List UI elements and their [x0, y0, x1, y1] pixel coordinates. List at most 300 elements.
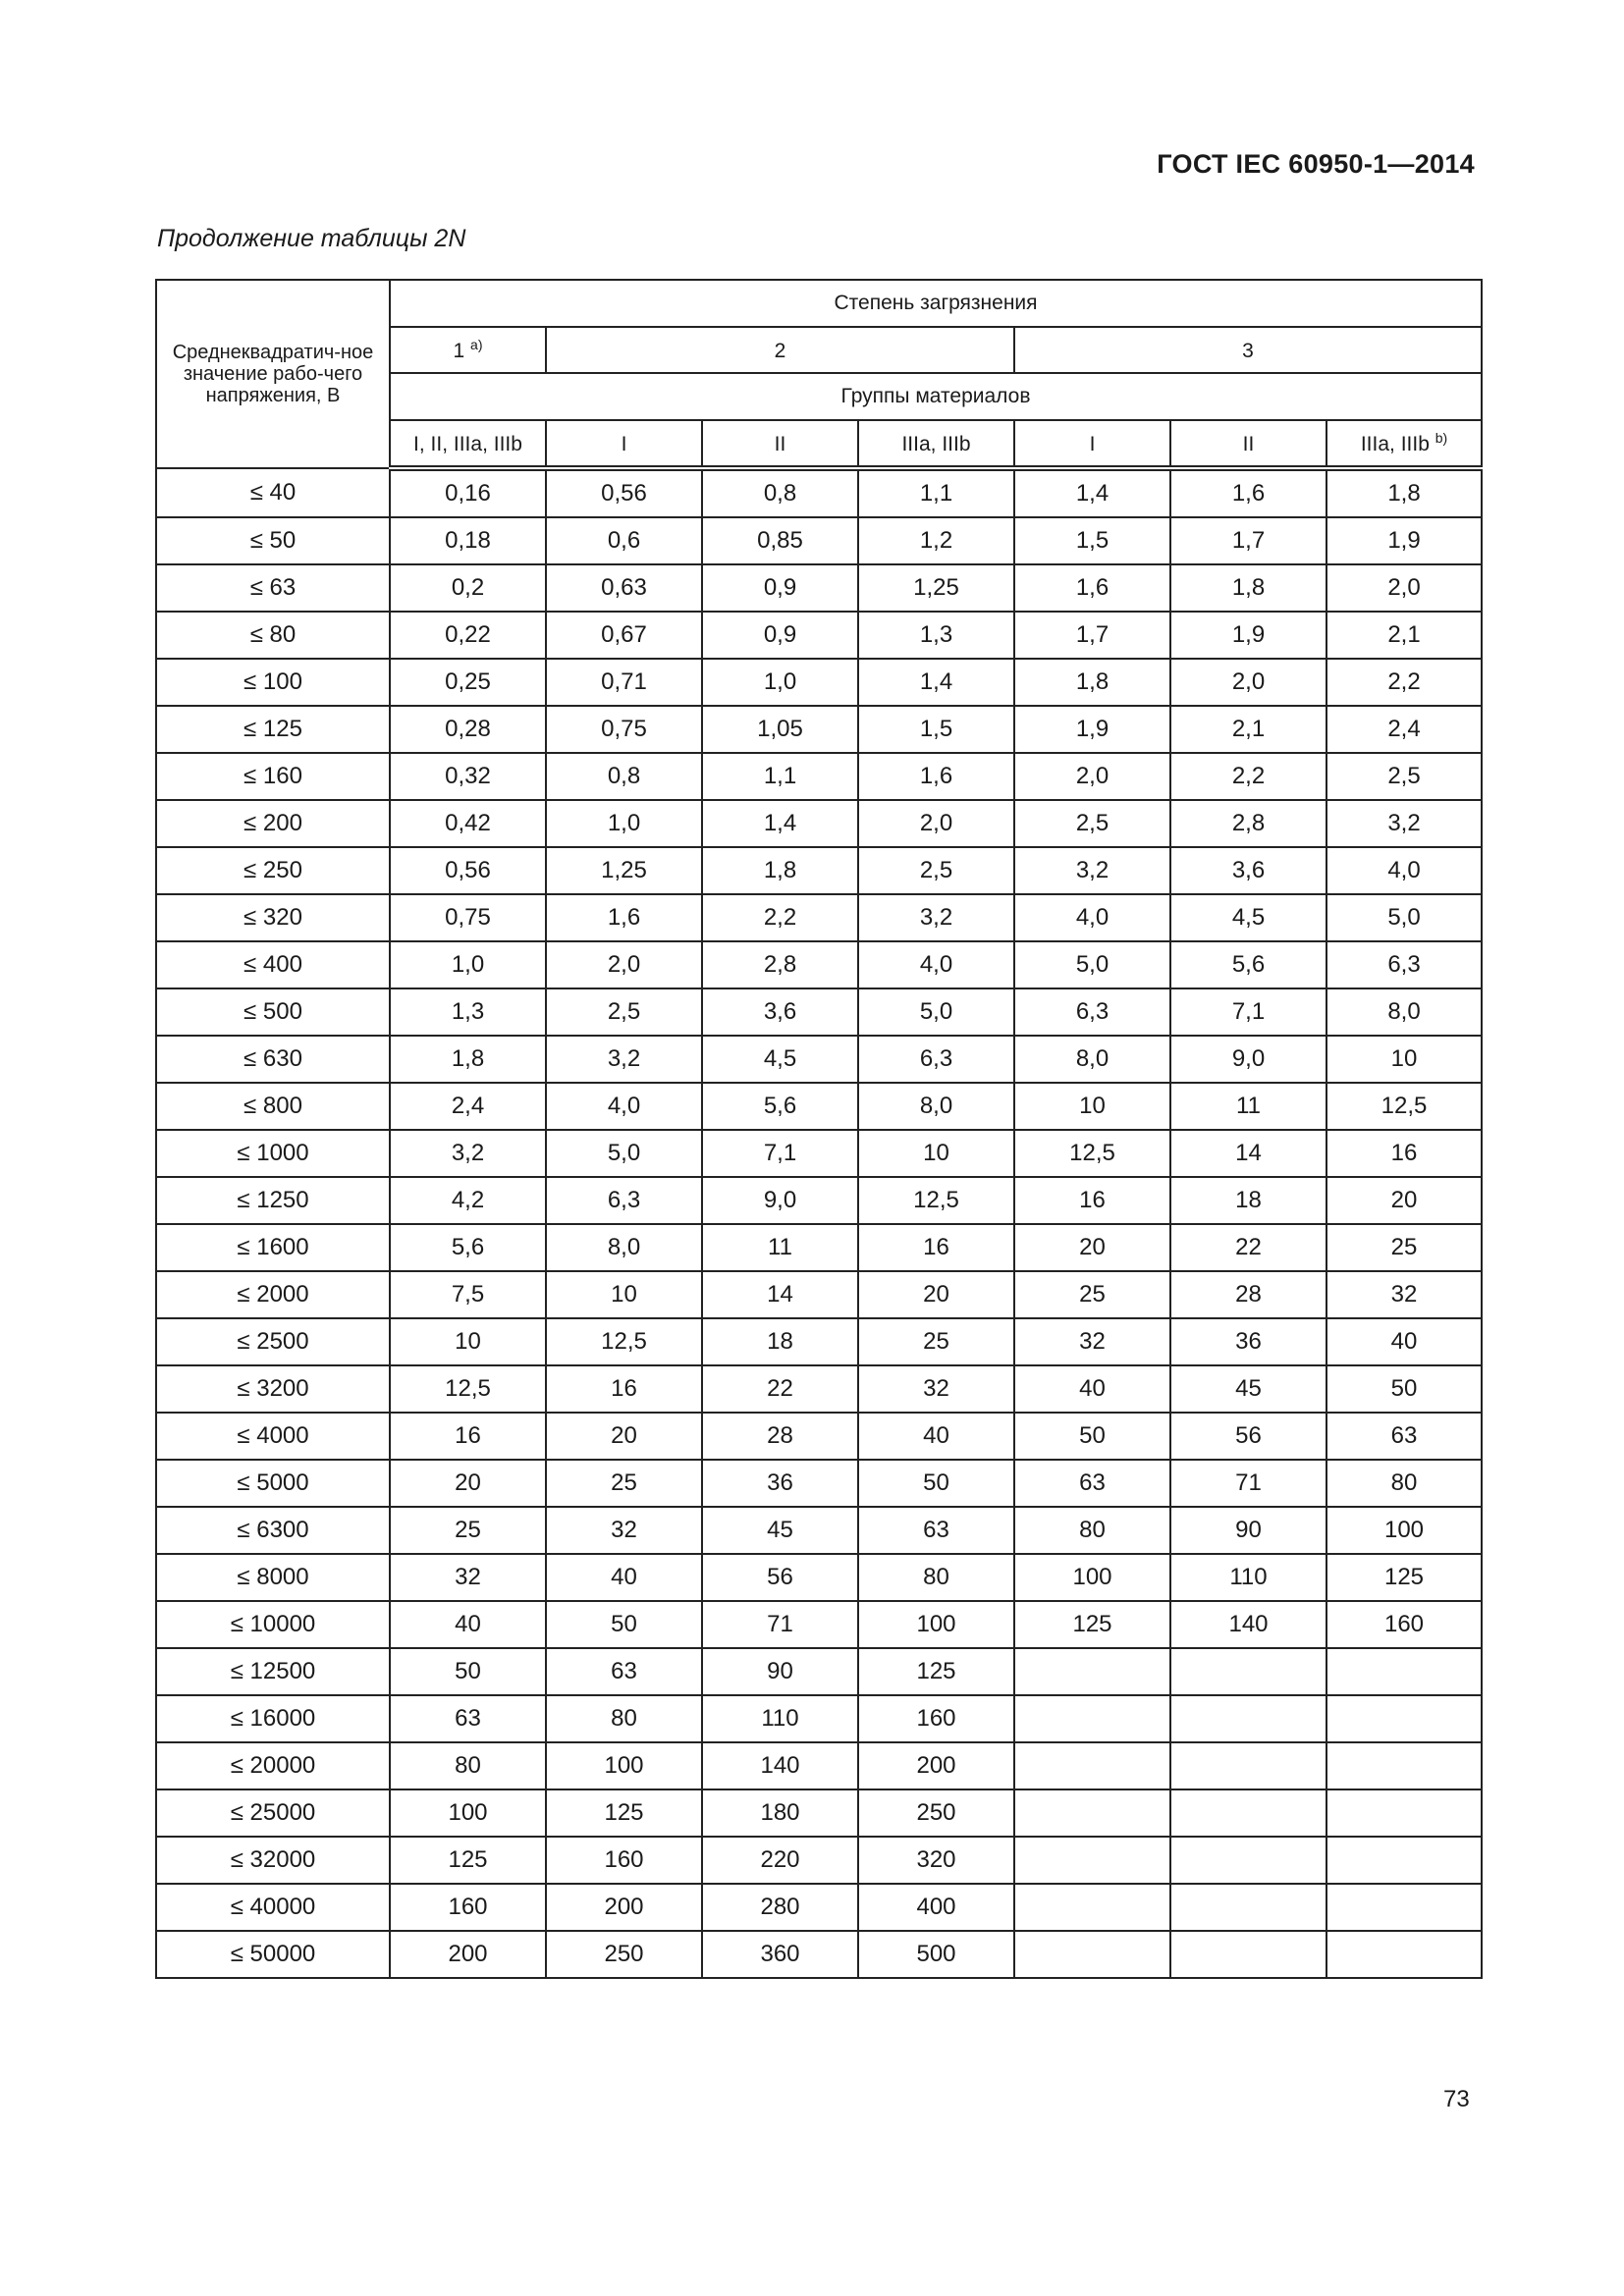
- value-cell: 0,67: [546, 612, 702, 659]
- value-cell: 1,8: [1014, 659, 1170, 706]
- value-cell: 2,1: [1170, 706, 1326, 753]
- value-cell: 10: [1014, 1083, 1170, 1130]
- value-cell: 2,4: [1326, 706, 1482, 753]
- table-caption: Продолжение таблицы 2N: [157, 225, 466, 252]
- material-group-header: IIIa, IIIb: [858, 420, 1014, 468]
- value-cell: 56: [1170, 1413, 1326, 1460]
- value-cell: 1,5: [858, 706, 1014, 753]
- value-cell: [1326, 1789, 1482, 1837]
- value-cell: 250: [858, 1789, 1014, 1837]
- value-cell: 1,3: [390, 988, 546, 1036]
- value-cell: 2,0: [546, 941, 702, 988]
- value-cell: 56: [702, 1554, 858, 1601]
- value-cell: 8,0: [546, 1224, 702, 1271]
- value-cell: 0,56: [390, 847, 546, 894]
- table-row: [156, 1224, 1482, 1271]
- value-cell: 1,9: [1326, 517, 1482, 564]
- value-cell: 20: [858, 1271, 1014, 1318]
- value-cell: 2,2: [1326, 659, 1482, 706]
- value-cell: 80: [390, 1742, 546, 1789]
- voltage-cell: ≤ 50000: [156, 1931, 390, 1978]
- value-cell: [1014, 1931, 1170, 1978]
- table-row: [156, 1083, 1482, 1130]
- table-row: [156, 1601, 1482, 1648]
- voltage-cell: ≤ 16000: [156, 1695, 390, 1742]
- value-cell: 50: [858, 1460, 1014, 1507]
- value-cell: 7,1: [1170, 988, 1326, 1036]
- value-cell: 32: [1014, 1318, 1170, 1365]
- voltage-cell: ≤ 500: [156, 988, 390, 1036]
- value-cell: 6,3: [1326, 941, 1482, 988]
- table-body: [156, 468, 1482, 1978]
- value-cell: 3,2: [1326, 800, 1482, 847]
- value-cell: 5,0: [546, 1130, 702, 1177]
- voltage-cell: ≤ 20000: [156, 1742, 390, 1789]
- value-cell: 0,85: [702, 517, 858, 564]
- value-cell: 100: [858, 1601, 1014, 1648]
- voltage-cell: ≤ 1000: [156, 1130, 390, 1177]
- value-cell: 0,9: [702, 612, 858, 659]
- value-cell: 8,0: [1326, 988, 1482, 1036]
- value-cell: 9,0: [1170, 1036, 1326, 1083]
- table-row: [156, 1365, 1482, 1413]
- table-row: [156, 659, 1482, 706]
- value-cell: 0,25: [390, 659, 546, 706]
- value-cell: 140: [1170, 1601, 1326, 1648]
- value-cell: 1,4: [1014, 468, 1170, 517]
- value-cell: 80: [546, 1695, 702, 1742]
- value-cell: 1,2: [858, 517, 1014, 564]
- value-cell: 40: [1014, 1365, 1170, 1413]
- table-row: [156, 1648, 1482, 1695]
- value-cell: 1,1: [858, 468, 1014, 517]
- value-cell: 50: [546, 1601, 702, 1648]
- value-cell: 80: [1326, 1460, 1482, 1507]
- value-cell: 40: [1326, 1318, 1482, 1365]
- value-cell: 63: [390, 1695, 546, 1742]
- value-cell: 100: [546, 1742, 702, 1789]
- value-cell: 125: [390, 1837, 546, 1884]
- table-row: [156, 1318, 1482, 1365]
- value-cell: 18: [1170, 1177, 1326, 1224]
- value-cell: 4,5: [1170, 894, 1326, 941]
- value-cell: 1,6: [1170, 468, 1326, 517]
- table-row: [156, 1507, 1482, 1554]
- value-cell: 2,5: [1014, 800, 1170, 847]
- value-cell: 1,8: [390, 1036, 546, 1083]
- value-cell: 1,7: [1014, 612, 1170, 659]
- value-cell: 20: [1014, 1224, 1170, 1271]
- value-cell: 0,2: [390, 564, 546, 612]
- value-cell: [1014, 1837, 1170, 1884]
- value-cell: 180: [702, 1789, 858, 1837]
- table-row: [156, 468, 1482, 517]
- voltage-cell: ≤ 4000: [156, 1413, 390, 1460]
- value-cell: 5,6: [702, 1083, 858, 1130]
- value-cell: 2,5: [1326, 753, 1482, 800]
- value-cell: 18: [702, 1318, 858, 1365]
- value-cell: 1,8: [702, 847, 858, 894]
- value-cell: 10: [546, 1271, 702, 1318]
- voltage-cell: ≤ 6300: [156, 1507, 390, 1554]
- value-cell: 7,1: [702, 1130, 858, 1177]
- value-cell: 8,0: [858, 1083, 1014, 1130]
- value-cell: [1326, 1837, 1482, 1884]
- voltage-cell: ≤ 12500: [156, 1648, 390, 1695]
- value-cell: 1,25: [858, 564, 1014, 612]
- value-cell: 11: [1170, 1083, 1326, 1130]
- value-cell: 50: [390, 1648, 546, 1695]
- value-cell: 160: [390, 1884, 546, 1931]
- value-cell: 0,8: [546, 753, 702, 800]
- material-group-header: II: [702, 420, 858, 468]
- value-cell: 32: [390, 1554, 546, 1601]
- value-cell: 1,6: [546, 894, 702, 941]
- voltage-cell: ≤ 100: [156, 659, 390, 706]
- value-cell: 0,75: [546, 706, 702, 753]
- value-cell: 71: [702, 1601, 858, 1648]
- value-cell: 5,0: [858, 988, 1014, 1036]
- value-cell: 200: [546, 1884, 702, 1931]
- value-cell: [1170, 1695, 1326, 1742]
- value-cell: 32: [1326, 1271, 1482, 1318]
- value-cell: [1170, 1742, 1326, 1789]
- value-cell: 40: [858, 1413, 1014, 1460]
- value-cell: 4,0: [546, 1083, 702, 1130]
- value-cell: 1,8: [1170, 564, 1326, 612]
- value-cell: 20: [1326, 1177, 1482, 1224]
- material-groups-header: Группы материалов: [390, 373, 1482, 420]
- value-cell: 1,8: [1326, 468, 1482, 517]
- value-cell: 2,0: [1014, 753, 1170, 800]
- value-cell: 20: [390, 1460, 546, 1507]
- voltage-cell: ≤ 1600: [156, 1224, 390, 1271]
- value-cell: 4,0: [1014, 894, 1170, 941]
- material-group-header: IIIa, IIIb $^{b)}$: [1326, 420, 1482, 468]
- value-cell: 3,2: [1014, 847, 1170, 894]
- value-cell: 12,5: [390, 1365, 546, 1413]
- value-cell: 90: [702, 1648, 858, 1695]
- value-cell: 140: [702, 1742, 858, 1789]
- value-cell: 25: [390, 1507, 546, 1554]
- voltage-cell: ≤ 40: [156, 468, 390, 517]
- voltage-cell: ≤ 32000: [156, 1837, 390, 1884]
- value-cell: 63: [1014, 1460, 1170, 1507]
- value-cell: [1170, 1789, 1326, 1837]
- value-cell: 22: [1170, 1224, 1326, 1271]
- value-cell: [1170, 1884, 1326, 1931]
- voltage-cell: ≤ 8000: [156, 1554, 390, 1601]
- voltage-cell: ≤ 25000: [156, 1789, 390, 1837]
- value-cell: 25: [546, 1460, 702, 1507]
- value-cell: 160: [1326, 1601, 1482, 1648]
- value-cell: [1170, 1837, 1326, 1884]
- value-cell: 200: [390, 1931, 546, 1978]
- value-cell: 360: [702, 1931, 858, 1978]
- value-cell: 16: [1326, 1130, 1482, 1177]
- voltage-column-header: Среднеквадратич-ное значение рабо-чего напряжения, В: [156, 280, 390, 468]
- table-row: [156, 612, 1482, 659]
- table-row: [156, 517, 1482, 564]
- value-cell: 0,71: [546, 659, 702, 706]
- table-row: [156, 1931, 1482, 1978]
- pollution-degree-2: 2: [546, 327, 1014, 373]
- footnote-marker: b): [1435, 430, 1448, 446]
- value-cell: 3,2: [390, 1130, 546, 1177]
- pollution-degree-header: Степень загрязнения: [390, 280, 1482, 327]
- value-cell: 2,0: [1326, 564, 1482, 612]
- value-cell: 71: [1170, 1460, 1326, 1507]
- material-group-header: I, II, IIIa, IIIb: [390, 420, 546, 468]
- table-row: [156, 1837, 1482, 1884]
- value-cell: 16: [858, 1224, 1014, 1271]
- material-group-header: II: [1170, 420, 1326, 468]
- pollution-degree-1: 1 $^{a)}$: [390, 327, 546, 373]
- footnote-marker: a): [470, 337, 483, 352]
- table-row: [156, 1413, 1482, 1460]
- material-group-header: I: [1014, 420, 1170, 468]
- value-cell: 0,75: [390, 894, 546, 941]
- value-cell: 14: [702, 1271, 858, 1318]
- value-cell: 7,5: [390, 1271, 546, 1318]
- value-cell: 160: [546, 1837, 702, 1884]
- value-cell: 500: [858, 1931, 1014, 1978]
- voltage-cell: ≤ 250: [156, 847, 390, 894]
- value-cell: 4,0: [1326, 847, 1482, 894]
- document-code: ГОСТ IEC 60950-1—2014: [1157, 149, 1475, 179]
- value-cell: 1,9: [1170, 612, 1326, 659]
- value-cell: 0,42: [390, 800, 546, 847]
- value-cell: 1,4: [702, 800, 858, 847]
- value-cell: 0,63: [546, 564, 702, 612]
- value-cell: 0,32: [390, 753, 546, 800]
- value-cell: 32: [858, 1365, 1014, 1413]
- value-cell: [1170, 1648, 1326, 1695]
- value-cell: 4,5: [702, 1036, 858, 1083]
- value-cell: 125: [546, 1789, 702, 1837]
- value-cell: 1,3: [858, 612, 1014, 659]
- value-cell: 280: [702, 1884, 858, 1931]
- value-cell: 36: [1170, 1318, 1326, 1365]
- voltage-cell: ≤ 800: [156, 1083, 390, 1130]
- value-cell: 32: [546, 1507, 702, 1554]
- table-row: [156, 941, 1482, 988]
- value-cell: 5,6: [390, 1224, 546, 1271]
- table-row: [156, 706, 1482, 753]
- value-cell: 100: [1014, 1554, 1170, 1601]
- value-cell: 16: [1014, 1177, 1170, 1224]
- value-cell: 4,0: [858, 941, 1014, 988]
- value-cell: 16: [390, 1413, 546, 1460]
- voltage-cell: ≤ 200: [156, 800, 390, 847]
- value-cell: 50: [1014, 1413, 1170, 1460]
- pollution-degree-3: 3: [1014, 327, 1482, 373]
- voltage-cell: ≤ 125: [156, 706, 390, 753]
- value-cell: 12,5: [546, 1318, 702, 1365]
- value-cell: 1,1: [702, 753, 858, 800]
- value-cell: 20: [546, 1413, 702, 1460]
- value-cell: 400: [858, 1884, 1014, 1931]
- voltage-cell: ≤ 5000: [156, 1460, 390, 1507]
- value-cell: 2,2: [702, 894, 858, 941]
- value-cell: 16: [546, 1365, 702, 1413]
- value-cell: 80: [1014, 1507, 1170, 1554]
- value-cell: 50: [1326, 1365, 1482, 1413]
- value-cell: 4,2: [390, 1177, 546, 1224]
- value-cell: 0,6: [546, 517, 702, 564]
- table-row: [156, 988, 1482, 1036]
- value-cell: 160: [858, 1695, 1014, 1742]
- value-cell: 8,0: [1014, 1036, 1170, 1083]
- value-cell: 10: [1326, 1036, 1482, 1083]
- table-row: [156, 1742, 1482, 1789]
- value-cell: 2,8: [702, 941, 858, 988]
- value-cell: 2,2: [1170, 753, 1326, 800]
- value-cell: 10: [858, 1130, 1014, 1177]
- value-cell: 25: [1326, 1224, 1482, 1271]
- voltage-cell: ≤ 3200: [156, 1365, 390, 1413]
- value-cell: 1,05: [702, 706, 858, 753]
- value-cell: 28: [702, 1413, 858, 1460]
- value-cell: 1,5: [1014, 517, 1170, 564]
- table-row: [156, 753, 1482, 800]
- value-cell: 25: [1014, 1271, 1170, 1318]
- value-cell: 1,9: [1014, 706, 1170, 753]
- value-cell: [1014, 1648, 1170, 1695]
- value-cell: 63: [1326, 1413, 1482, 1460]
- value-cell: 2,8: [1170, 800, 1326, 847]
- value-cell: 1,0: [702, 659, 858, 706]
- value-cell: 0,56: [546, 468, 702, 517]
- value-cell: 125: [1326, 1554, 1482, 1601]
- value-cell: 3,2: [858, 894, 1014, 941]
- value-cell: [1326, 1884, 1482, 1931]
- value-cell: 1,0: [546, 800, 702, 847]
- voltage-cell: ≤ 40000: [156, 1884, 390, 1931]
- voltage-cell: ≤ 160: [156, 753, 390, 800]
- value-cell: [1326, 1695, 1482, 1742]
- value-cell: 12,5: [858, 1177, 1014, 1224]
- value-cell: 0,18: [390, 517, 546, 564]
- value-cell: 250: [546, 1931, 702, 1978]
- value-cell: 2,5: [546, 988, 702, 1036]
- value-cell: 320: [858, 1837, 1014, 1884]
- value-cell: [1014, 1695, 1170, 1742]
- value-cell: 200: [858, 1742, 1014, 1789]
- table-row: [156, 1554, 1482, 1601]
- value-cell: 6,3: [858, 1036, 1014, 1083]
- value-cell: 3,6: [1170, 847, 1326, 894]
- table-row: [156, 1460, 1482, 1507]
- value-cell: 1,7: [1170, 517, 1326, 564]
- value-cell: [1170, 1931, 1326, 1978]
- voltage-cell: ≤ 320: [156, 894, 390, 941]
- value-cell: 6,3: [546, 1177, 702, 1224]
- value-cell: [1326, 1931, 1482, 1978]
- material-group-header: I: [546, 420, 702, 468]
- value-cell: 125: [858, 1648, 1014, 1695]
- value-cell: 5,0: [1326, 894, 1482, 941]
- value-cell: 25: [858, 1318, 1014, 1365]
- table-row: [156, 800, 1482, 847]
- page-number: 73: [1443, 2086, 1470, 2112]
- value-cell: 2,0: [1170, 659, 1326, 706]
- table-row: [156, 1177, 1482, 1224]
- value-cell: 2,5: [858, 847, 1014, 894]
- value-cell: 90: [1170, 1507, 1326, 1554]
- value-cell: 6,3: [1014, 988, 1170, 1036]
- clearance-table: [155, 279, 1483, 1979]
- table-row: [156, 1884, 1482, 1931]
- value-cell: 63: [546, 1648, 702, 1695]
- value-cell: [1326, 1742, 1482, 1789]
- value-cell: 1,6: [1014, 564, 1170, 612]
- voltage-cell: ≤ 80: [156, 612, 390, 659]
- table-row: [156, 1695, 1482, 1742]
- table-row: [156, 1271, 1482, 1318]
- value-cell: 9,0: [702, 1177, 858, 1224]
- value-cell: 12,5: [1326, 1083, 1482, 1130]
- voltage-cell: ≤ 630: [156, 1036, 390, 1083]
- value-cell: 11: [702, 1224, 858, 1271]
- voltage-cell: ≤ 1250: [156, 1177, 390, 1224]
- voltage-cell: ≤ 2500: [156, 1318, 390, 1365]
- value-cell: 36: [702, 1460, 858, 1507]
- table-row: [156, 1789, 1482, 1837]
- value-cell: 45: [702, 1507, 858, 1554]
- value-cell: 5,0: [1014, 941, 1170, 988]
- value-cell: 0,9: [702, 564, 858, 612]
- value-cell: [1326, 1648, 1482, 1695]
- voltage-cell: ≤ 2000: [156, 1271, 390, 1318]
- value-cell: 1,4: [858, 659, 1014, 706]
- value-cell: [1014, 1884, 1170, 1931]
- value-cell: 3,2: [546, 1036, 702, 1083]
- voltage-cell: ≤ 50: [156, 517, 390, 564]
- value-cell: 2,0: [858, 800, 1014, 847]
- value-cell: 12,5: [1014, 1130, 1170, 1177]
- value-cell: 0,16: [390, 468, 546, 517]
- value-cell: 110: [702, 1695, 858, 1742]
- voltage-cell: ≤ 10000: [156, 1601, 390, 1648]
- value-cell: 2,4: [390, 1083, 546, 1130]
- table-row: [156, 1036, 1482, 1083]
- value-cell: 2,1: [1326, 612, 1482, 659]
- value-cell: 63: [858, 1507, 1014, 1554]
- value-cell: 110: [1170, 1554, 1326, 1601]
- value-cell: 40: [390, 1601, 546, 1648]
- value-cell: [1014, 1789, 1170, 1837]
- value-cell: 0,22: [390, 612, 546, 659]
- value-cell: 100: [1326, 1507, 1482, 1554]
- value-cell: 28: [1170, 1271, 1326, 1318]
- value-cell: 1,25: [546, 847, 702, 894]
- value-cell: 45: [1170, 1365, 1326, 1413]
- value-cell: 1,0: [390, 941, 546, 988]
- value-cell: 3,6: [702, 988, 858, 1036]
- value-cell: 1,6: [858, 753, 1014, 800]
- table-row: [156, 1130, 1482, 1177]
- value-cell: 0,8: [702, 468, 858, 517]
- value-cell: 22: [702, 1365, 858, 1413]
- voltage-cell: ≤ 63: [156, 564, 390, 612]
- value-cell: 220: [702, 1837, 858, 1884]
- value-cell: 100: [390, 1789, 546, 1837]
- value-cell: [1014, 1742, 1170, 1789]
- table-row: [156, 564, 1482, 612]
- value-cell: 10: [390, 1318, 546, 1365]
- value-cell: 5,6: [1170, 941, 1326, 988]
